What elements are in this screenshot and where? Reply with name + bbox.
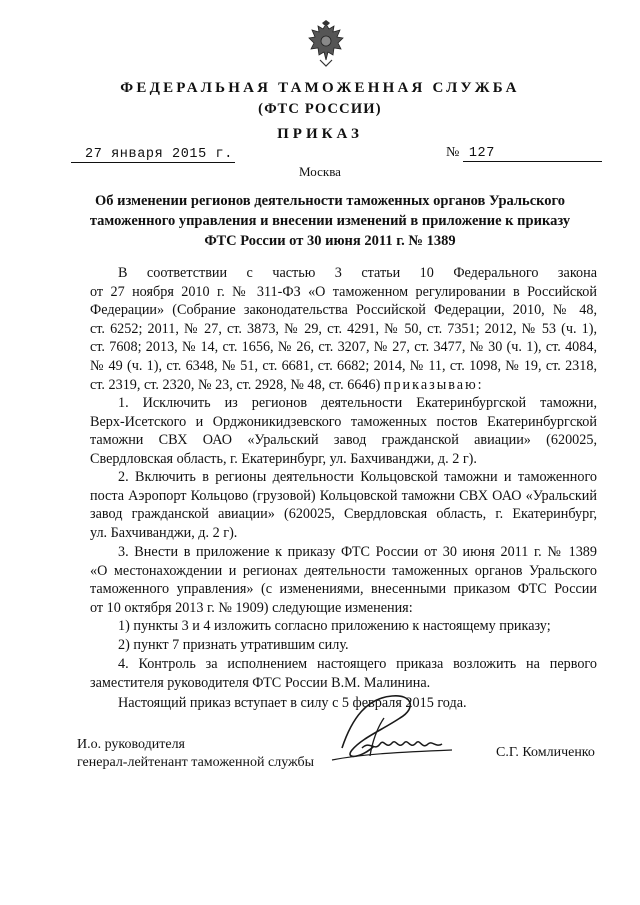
preamble-line: от 27 ноября 2010 г. № 311-ФЗ «О таможенном регулировании в Российской <box>90 283 597 300</box>
signatory-title-line: генерал-лейтенант таможенной службы <box>77 755 315 770</box>
preamble-line: ст. 6252; 2011, № 27, ст. 3873, № 29, ст. 4291, № 50, ст. 7351; 2012, № 53 (ч. 1), <box>90 320 597 337</box>
item-line: завод гражданской авиации» (620025, Свердловская область, г. Екатеринбург, <box>90 506 597 523</box>
signatory-title <box>77 736 314 772</box>
agency-abbreviation: (ФТС РОССИИ) <box>258 101 382 117</box>
order-number-field <box>446 145 602 162</box>
signatory-title-line: И.о. руководителя <box>77 737 186 752</box>
agency-name: ФЕДЕРАЛЬНАЯ ТАМОЖЕННАЯ СЛУЖБА <box>120 80 520 96</box>
item-line: «О местонахождении и регионах деятельности таможенных органов Уральского <box>90 562 597 579</box>
order-date: 27 января 2015 г. <box>71 147 235 163</box>
document-type: ПРИКАЗ <box>277 126 363 142</box>
order-subject <box>70 191 590 251</box>
state-emblem-icon <box>306 20 346 68</box>
item-line: Верх-Исетского и Орджоникидзевского таможенных постов Екатеринбургской <box>90 413 597 430</box>
item-2 <box>90 468 597 542</box>
item-line: таможенного управления» (с изменениями, внесенными приказом ФТС России <box>90 581 597 598</box>
order-number: 127 <box>463 146 602 162</box>
item-line: заместителя руководителя ФТС России В.М. Малинина. <box>90 674 431 691</box>
sub-item: 1) пункты 3 и 4 изложить согласно приложению к настоящему приказу; <box>118 618 551 635</box>
order-word: приказываю: <box>383 376 484 393</box>
preamble-tail: ст. 2319, ст. 2320, № 23, ст. 2928, № 48, ст. 6646) <box>90 376 381 393</box>
item-line: поста Аэропорт Кольцово (грузовой) Кольцовской таможни СВХ ОАО «Уральский <box>90 487 597 504</box>
subject-line: ФТС России от 30 июня 2011 г. № 1389 <box>204 233 456 249</box>
subject-line: таможенного управления и внесении изменений в приложение к приказу <box>89 213 571 229</box>
signatory-name: С.Г. Комличенко <box>496 745 595 760</box>
item-line: 1. Исключить из регионов деятельности Екатеринбургской таможни, <box>118 395 597 411</box>
handwritten-signature-icon <box>322 688 472 780</box>
item-line: ул. Бахчиванджи, д. 2 г). <box>90 524 238 541</box>
number-sign: № <box>446 145 460 160</box>
preamble-line <box>90 376 597 395</box>
item-3 <box>90 543 597 655</box>
sub-item: 2) пункт 7 признать утратившим силу. <box>118 636 349 653</box>
preamble-line: № 49 (ч. 1), ст. 6348, № 51, ст. 6681, ст. 6682; 2014, № 11, ст. 1098, № 19, ст. 2318, <box>90 357 597 374</box>
effective-date: Настоящий приказ вступает в силу с 5 февраля 2015 года. <box>118 695 467 711</box>
item-line: от 10 октября 2013 г. № 1909) следующие изменения: <box>90 599 413 616</box>
preamble <box>90 264 597 394</box>
item-4 <box>90 655 597 692</box>
preamble-line: Федерации» (Собрание законодательства Российской Федерации, 2010, № 48, <box>90 302 597 319</box>
item-1 <box>90 394 597 468</box>
subject-line: Об изменении регионов деятельности таможенных органов Уральского <box>94 193 566 209</box>
item-line: таможни СВХ ОАО «Уральский завод гражданской авиации» (620025, <box>90 432 597 449</box>
preamble-line: ст. 7608; 2013, № 14, ст. 1656, № 26, ст. 3207, № 27, ст. 3477, № 30 (ч. 1), ст. 4084, <box>90 339 597 356</box>
item-line: Свердловская область, г. Екатеринбург, ул. Бахчиванджи, д. 2 г). <box>90 450 477 467</box>
item-line: 4. Контроль за исполнением настоящего приказа возложить на первого <box>118 656 597 672</box>
city: Москва <box>299 164 341 179</box>
item-line: 2. Включить в регионы деятельности Кольцовской таможни и таможенного <box>118 469 597 485</box>
item-line: 3. Внести в приложение к приказу ФТС России от 30 июня 2011 г. № 1389 <box>118 544 597 560</box>
preamble-line: В соответствии с частью 3 статьи 10 Федерального закона <box>118 265 597 281</box>
